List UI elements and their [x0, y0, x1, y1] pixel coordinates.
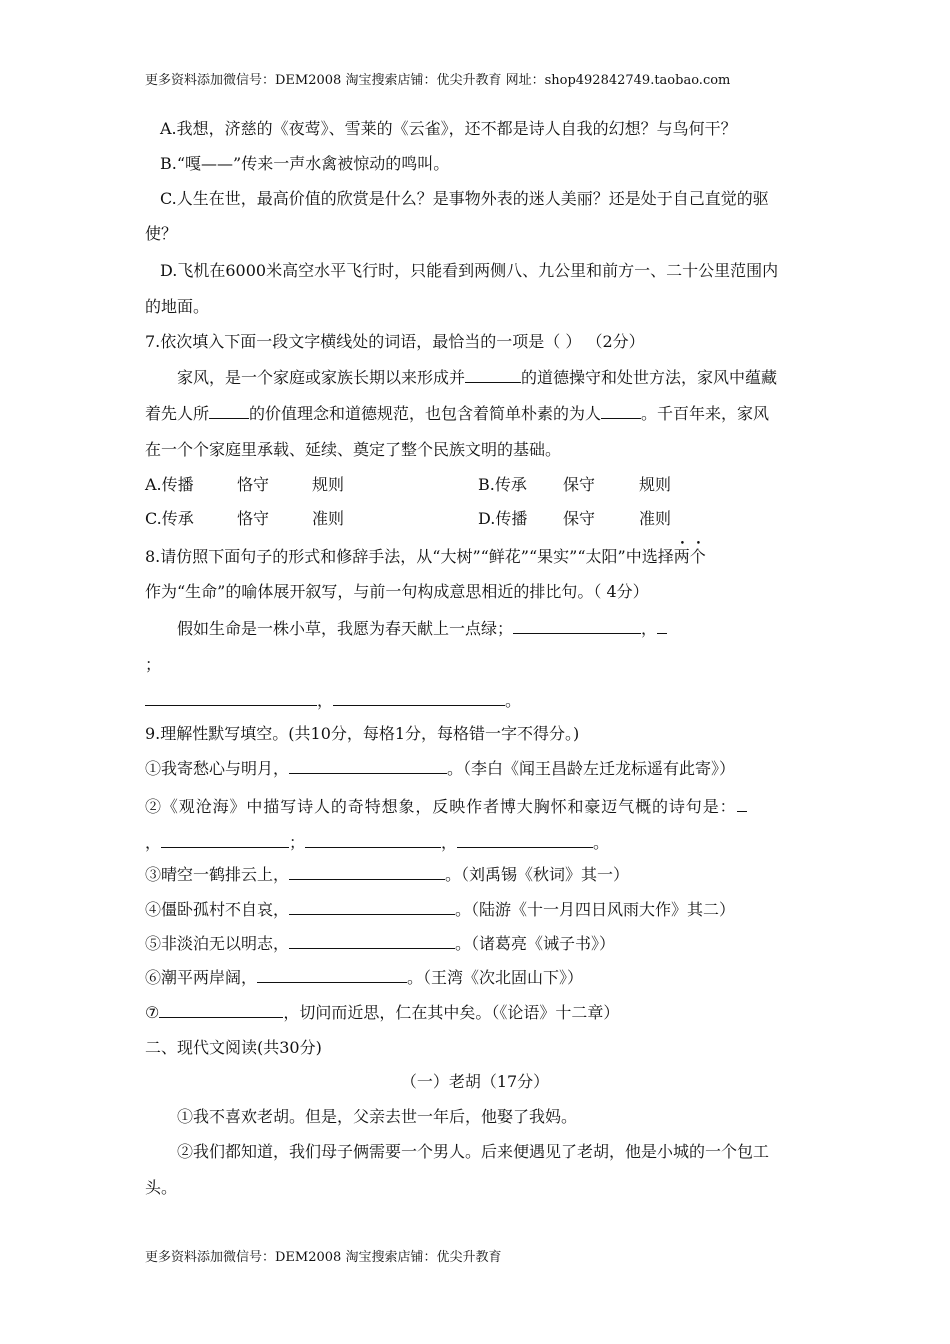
q7-option-label: A.传播 [145, 475, 194, 494]
q7-blank-2 [209, 403, 249, 419]
q7-option-word: 保守 [563, 475, 596, 494]
q8-answer-line [145, 690, 521, 711]
q8-semicolon: ； [145, 655, 162, 674]
reading-paragraph-2-cont: 头。 [145, 1178, 178, 1197]
q8-comma: ， [641, 619, 658, 638]
q9-comma: ， [145, 833, 162, 852]
q7-option-word: 恪守 [237, 509, 270, 528]
q8-period: 。 [505, 691, 522, 710]
q7-passage-line1 [177, 367, 777, 388]
q8-text: 8.请仿照下面句子的形式和修辞手法，从“大树”“鲜花”“果实”“太阳”中选择 [145, 547, 674, 566]
page-footer: 更多资料添加微信号：DEM2008 淘宝搜索店铺：优尖升教育 [145, 1250, 502, 1265]
q7-option-label: D.传播 [478, 509, 528, 528]
reading-paragraph-2: ②我们都知道，我们母子俩需要一个男人。后来便遇见了老胡，他是小城的一个包工 [177, 1142, 770, 1161]
q9-blank [159, 1002, 283, 1018]
q7-passage-line3: 在一个个家庭里承载、延续、奠定了整个民族文明的基础。 [145, 440, 562, 459]
q8-blank-4 [333, 690, 505, 706]
q9-text: ③晴空一鹤排云上， [145, 865, 290, 884]
q8-stem-line1 [145, 547, 706, 567]
q6-option-c: C.人生在世，最高价值的欣赏是什么？是事物外表的迷人美丽？还是处于自己直觉的驱 [160, 189, 769, 208]
q9-comma: ， [441, 833, 458, 852]
q8-emphasis-word: 个 [689, 547, 706, 566]
q9-blank [305, 832, 441, 848]
page-header: 更多资料添加微信号：DEM2008 淘宝搜索店铺：优尖升教育 网址：shop492842749.taobao.com [145, 73, 731, 88]
reading-subtitle: （一）老胡（17分） [400, 1072, 550, 1091]
q7-option-word: 准则 [312, 509, 345, 528]
q9-text: ⑦ [145, 1003, 160, 1022]
q7-option-word: 规则 [312, 475, 345, 494]
q6-option-d: D.飞机在6000米高空水平飞行时，只能看到两侧八、九公里和前方一、二十公里范围内 [160, 261, 779, 280]
q9-blank [289, 758, 447, 774]
q7-option-word: 恪守 [237, 475, 270, 494]
q9-item-5 [145, 933, 615, 954]
q7-blank-3 [601, 403, 641, 419]
q8-blank-1 [513, 618, 641, 634]
q9-blank [257, 967, 407, 983]
q9-text: 。（陆游《十一月四日风雨大作》其二） [455, 900, 736, 919]
q9-text: ⑤非淡泊无以明志， [145, 934, 290, 953]
q9-text: ⑥潮平两岸阔， [145, 968, 258, 987]
q9-item-1 [145, 758, 735, 779]
q7-text: 的道德操守和处世方法，家风中蕴藏 [521, 368, 778, 387]
q8-text: 假如生命是一株小草，我愿为春天献上一点绿； [177, 619, 514, 638]
q8-blank-2 [657, 618, 667, 634]
q9-text: ，切问而近思，仁在其中矣。（《论语》十二章） [283, 1003, 620, 1022]
q7-option-label: B.传承 [478, 475, 527, 494]
q8-blank-3 [145, 690, 317, 706]
q7-text: 家风，是一个家庭或家族长期以来形成并 [177, 368, 466, 387]
q9-blank [289, 899, 455, 915]
q9-text: 。（李白《闻王昌龄左迁龙标遥有此寄》） [447, 759, 736, 778]
q9-blank [289, 933, 455, 949]
q7-blank-1 [465, 367, 521, 383]
section-2-title: 二、现代文阅读(共30分) [145, 1038, 322, 1057]
q7-stem: 7.依次填入下面一段文字横线处的词语，最恰当的一项是（ ） （2分） [145, 332, 645, 351]
q9-item-7 [145, 1002, 619, 1023]
q6-option-a: A.我想，济慈的《夜莺》、雪莱的《云雀》，还不都是诗人自我的幻想？与鸟何干？ [160, 119, 737, 138]
q9-text: ①我寄愁心与明月， [145, 759, 290, 778]
q8-example-line [177, 618, 667, 639]
q9-item-6 [145, 967, 583, 988]
q9-item-3 [145, 864, 629, 885]
q6-option-b: B.“嘎——”传来一声水禽被惊动的鸣叫。 [160, 154, 450, 173]
q9-blank [161, 832, 289, 848]
q8-emphasis-word: 两 [673, 547, 690, 566]
q9-text: 。（刘禹锡《秋词》其一） [445, 865, 630, 884]
q7-passage-line2 [145, 403, 769, 424]
q9-text: ②《观沧海》中描写诗人的奇特想象，反映作者博大胸怀和豪迈气概的诗句是： [145, 797, 737, 816]
q9-blank [457, 832, 593, 848]
q7-option-word: 准则 [639, 509, 672, 528]
q9-period: 。 [593, 833, 610, 852]
q7-option-word: 规则 [639, 475, 672, 494]
q7-option-word: 保守 [563, 509, 596, 528]
q7-text: 。千百年来，家风 [641, 404, 770, 423]
q9-text: ④僵卧孤村不自哀， [145, 900, 290, 919]
q9-text: 。（王湾《次北固山下》） [407, 968, 584, 987]
q9-item-2-answers [145, 832, 609, 853]
q8-stem-line2: 作为“生命”的喻体展开叙写，与前一句构成意思相近的排比句。（ 4分） [145, 582, 649, 601]
reading-paragraph-1: ①我不喜欢老胡。但是，父亲去世一年后，他娶了我妈。 [177, 1107, 578, 1126]
q9-text: 。（诸葛亮《诫子书》） [455, 934, 616, 953]
q6-option-c-cont: 使？ [145, 224, 178, 243]
q9-blank [289, 864, 445, 880]
q7-text: 着先人所 [145, 404, 210, 423]
q7-option-label: C.传承 [145, 509, 194, 528]
q9-semicolon: ； [289, 833, 306, 852]
q9-item-2 [145, 796, 747, 817]
q6-option-d-cont: 的地面。 [145, 297, 210, 316]
q8-comma: ， [317, 691, 334, 710]
q9-stem: 9.理解性默写填空。(共10分，每格1分，每格错一字不得分。) [145, 724, 580, 743]
q7-text: 的价值理念和道德规范，也包含着简单朴素的为人 [249, 404, 602, 423]
q9-blank [737, 796, 747, 812]
q9-item-4 [145, 899, 735, 920]
